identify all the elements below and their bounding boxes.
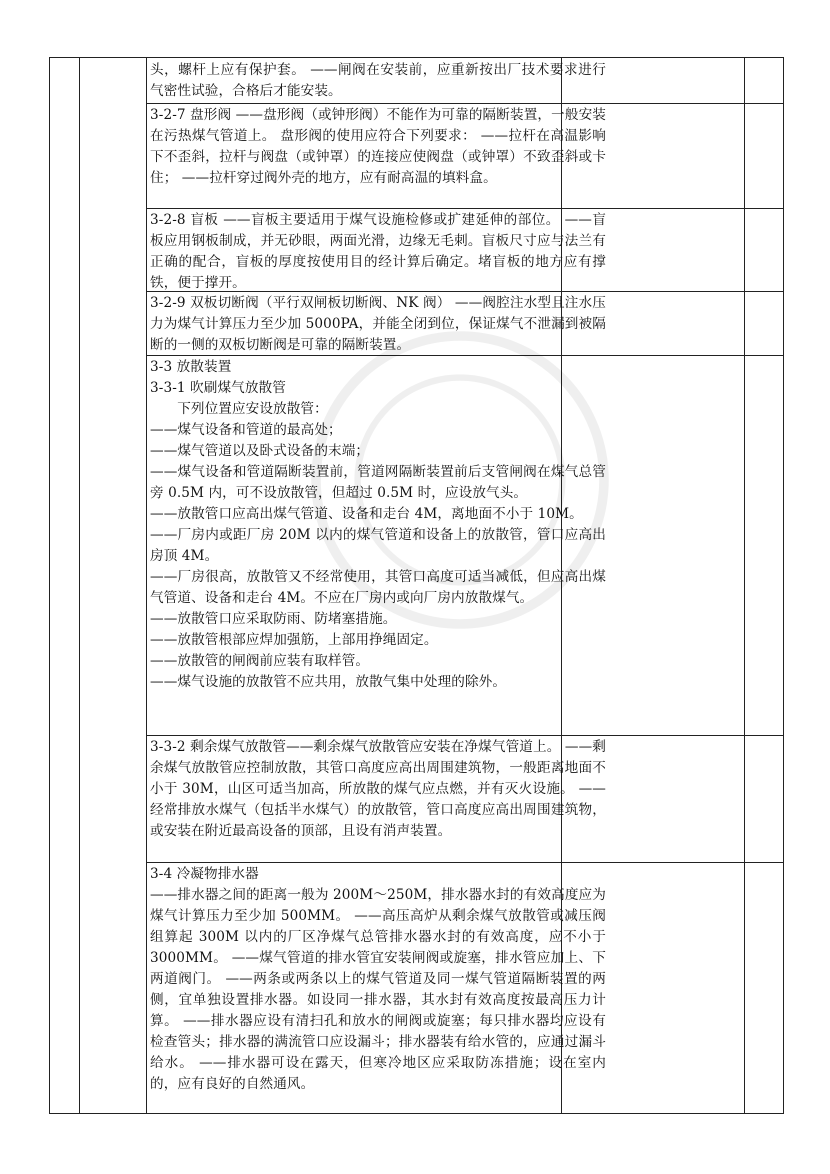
- row-divider: [146, 735, 783, 736]
- table-row: [147, 357, 609, 734]
- row-text: 3-3-2 剩余煤气放散管——剩余煤气放散管应安装在净煤气管道上。 ——剩余煤气放散管应控制放散，其管口高度应高出周围建筑物，一般距离地面不小于 30M，山区可适当加高，所放散的煤气应点燃，并有灭火设施。 ——经常排放水煤气（包括半水煤气）的放散管，管口高度应高出周围建筑物，或安装在附近最高设备的顶部，且设有消声装置。: [150, 739, 606, 839]
- inspection-table: [49, 57, 784, 1114]
- row-divider: [146, 291, 783, 292]
- row-divider: [146, 355, 783, 356]
- row-text: 头，螺杆上应有保护套。 ——闸阀在安装前，应重新按出厂技术要求进行气密性试验，合格后才能安装。: [150, 62, 606, 99]
- table-row: [147, 105, 609, 207]
- row-text: 3-2-8 盲板 ——盲板主要适用于煤气设施检修或扩建延伸的部位。 ——盲板应用钢板制成，并无砂眼，两面光滑，边缘无毛刺。盲板尺寸应与法兰有正确的配合，盲板的厚度按使用目的经计算后确定。堵盲板的地方应有撑铁，便于撑开。: [150, 212, 606, 290]
- table-row: [147, 864, 609, 1114]
- row-text: 3-2-7 盘形阀 ——盘形阀（或钟形阀）不能作为可靠的隔断装置，一般安装在污热煤气管道上。 盘形阀的使用应符合下列要求： ——拉杆在高温影响下不歪斜，拉杆与阀盘（或钟罩）的连接应使阀盘（或钟罩）不致歪斜或卡住； ——拉杆穿过阀外壳的地方，应有耐高温的填料盒。: [150, 107, 606, 186]
- list-item: ——煤气设备和管道的最高处；: [150, 422, 342, 438]
- list-item: ——煤气设备和管道隔断装置前，管道网隔断装置前后支管闸阀在煤气总管旁 0.5M 内，可不设放散管，但超过 0.5M 时，应设放气头。: [150, 464, 606, 501]
- list-item: ——放散管的闸阀前应装有取样管。: [150, 653, 370, 669]
- table-row: [147, 737, 609, 861]
- table-row: [147, 293, 609, 354]
- subsection-heading: 3-3-1 吹刷煤气放散管: [150, 380, 286, 396]
- list-item: ——厂房很高，放散管又不经常使用，其管口高度可适当减低，但应高出煤气管道、设备和走台 4M。不应在厂房内或向厂房内放散煤气。: [150, 569, 606, 606]
- list-item: ——煤气设施的放散管不应共用，放散气集中处理的除外。: [150, 674, 507, 690]
- table-row: [147, 60, 609, 102]
- column-divider: [744, 58, 745, 1113]
- row-divider: [146, 208, 783, 209]
- row-text: ——排水器之间的距离一般为 200M～250M，排水器水封的有效高度应为煤气计算压力至少加 500MM。 ——高压高炉从剩余煤气放散管或减压阀组算起 300M 以内的厂区净煤气总管排水器水封的有效高度，应不小于 3000MM。 ——煤气管道的排水管宜安装闸阀或旋塞，排水管应加上、下两道阀门。 ——两条或两条以上的煤气管道及同一煤气管道隔断装置的两侧，宜单独设置排水器。如设同一排水器，其水封有效高度按最高压力计算。 ——排水器应设有清扫孔和放水的闸阀或旋塞；每只排水器均应设有检查管头；排水器的满流管口应设漏斗；排水器装有给水管的，应通过漏斗给水。 ——排水器可设在露天，但寒冷地区应采取防冻措施；设在室内的，应有良好的自然通风。: [150, 887, 606, 1092]
- column-divider: [79, 58, 80, 1113]
- list-item: ——放散管根部应焊加强筋，上部用挣绳固定。: [150, 632, 438, 648]
- list-item: ——放散管口应采取防雨、防堵塞措施。: [150, 611, 397, 627]
- row-text: 下列位置应安设放散管：: [177, 401, 328, 417]
- section-heading: 3-3 放散装置: [150, 359, 232, 375]
- section-heading: 3-4 冷凝物排水器: [150, 866, 259, 882]
- list-item: ——厂房内或距厂房 20M 以内的煤气管道和设备上的放散管，管口应高出房顶 4M。: [150, 527, 606, 564]
- list-item: ——放散管口应高出煤气管道、设备和走台 4M，离地面不小于 10M。: [150, 506, 583, 522]
- row-text: 3-2-9 双板切断阀（平行双闸板切断阀、NK 阀） ——阀腔注水型且注水压力为煤气计算压力至少加 5000PA，并能全闭到位，保证煤气不泄漏到被隔断的一侧的双板切断阀是可靠的隔断装置。: [150, 295, 606, 353]
- table-row: [147, 210, 609, 290]
- row-divider: [146, 862, 783, 863]
- row-divider: [146, 103, 783, 104]
- list-item: ——煤气管道以及卧式设备的末端；: [150, 443, 370, 459]
